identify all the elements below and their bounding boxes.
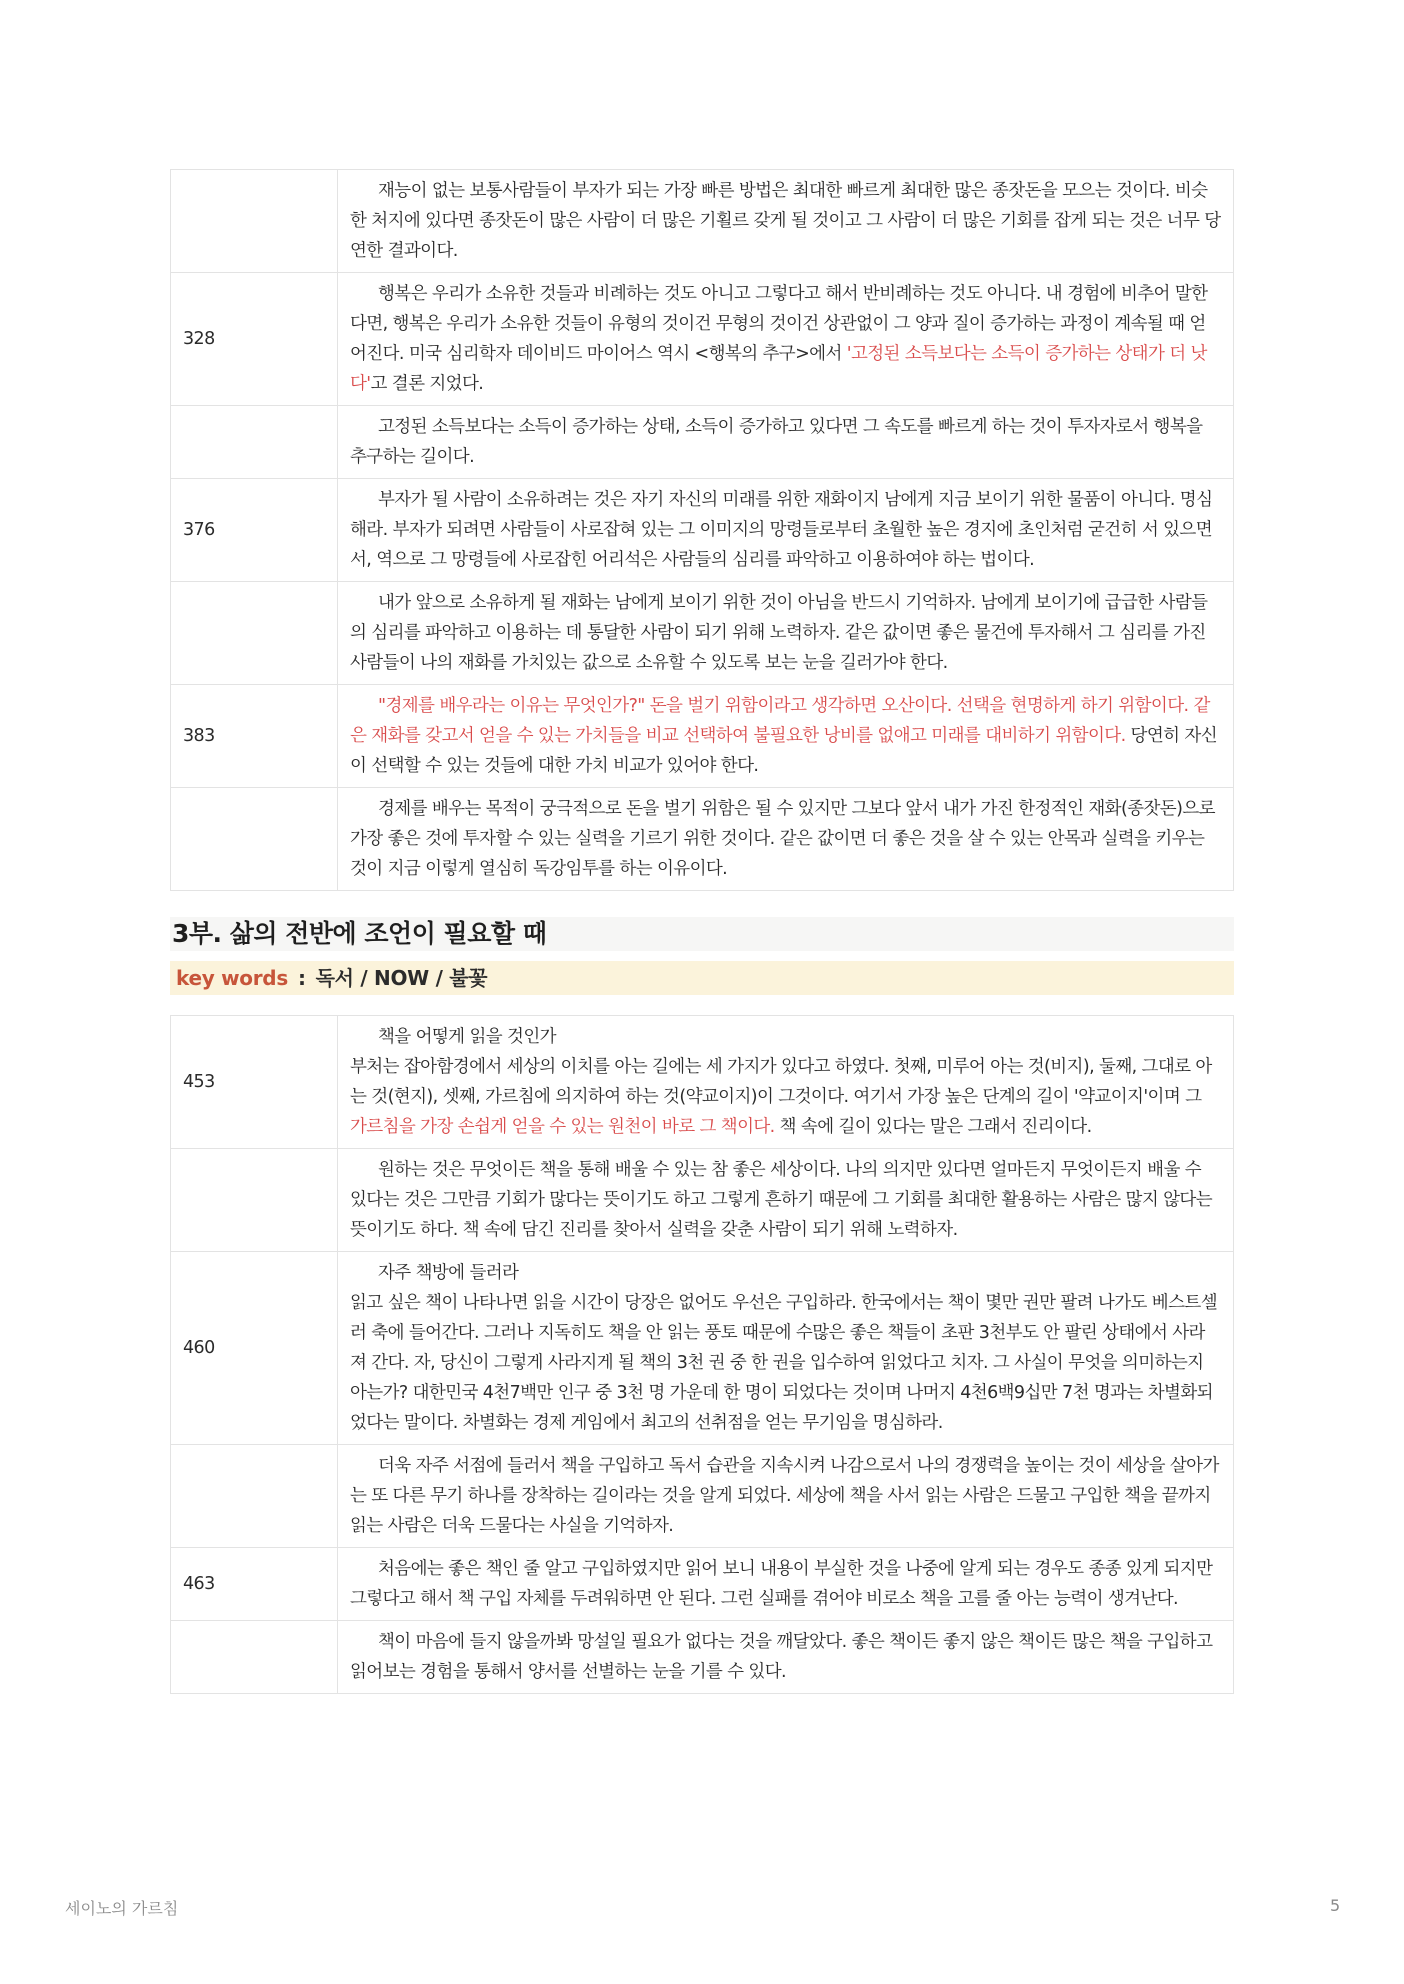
page-ref-cell bbox=[171, 582, 338, 685]
page-ref-cell bbox=[171, 1445, 338, 1548]
paragraph bbox=[350, 279, 1221, 399]
text-segment: 행복은 우리가 소유한 것들과 비례하는 것도 아니고 그렇다고 해서 반비례하는 것도 아니다. 내 경험에 비추어 말한다면, 행복은 우리가 소유한 것들이 유형의 것이건 무형의 것이건 상관없이 그 양과 질이 증가하는 과정이 계속될 때 얻어진다. 미국 심리학자 데이비드 마이어스 역시 <행복의 추구>에서 bbox=[350, 284, 1208, 364]
page-ref-cell: 383 bbox=[171, 685, 338, 788]
note-text-cell bbox=[338, 1016, 1234, 1149]
text-segment: 자주 책방에 들러라 bbox=[378, 1263, 519, 1283]
paragraph bbox=[350, 1258, 1221, 1288]
page-content bbox=[170, 169, 1234, 1694]
note-text-cell bbox=[338, 788, 1234, 891]
table-row bbox=[171, 685, 1234, 788]
note-text-cell bbox=[338, 685, 1234, 788]
paragraph bbox=[350, 1052, 1221, 1112]
page-ref-cell: 453 bbox=[171, 1016, 338, 1149]
table-row bbox=[171, 273, 1234, 406]
table-row bbox=[171, 406, 1234, 479]
paragraph bbox=[350, 588, 1221, 678]
text-segment: 책 속에 길이 있다는 말은 그래서 진리이다. bbox=[774, 1117, 1092, 1137]
text-segment: 부자가 될 사람이 소유하려는 것은 자기 자신의 미래를 위한 재화이지 남에게 지금 보이기 위한 물품이 아니다. 명심해라. 부자가 되려면 사람들이 사로잡혀 있는 그 이미지의 망령들로부터 초월한 높은 경지에 초인처럼 굳건히 서 있으면서, 역으로 그 망령들에 사로잡힌 어리석은 사람들의 심리를 파악하고 이용하여야 하는 법이다. bbox=[350, 490, 1213, 570]
paragraph bbox=[350, 691, 1221, 781]
paragraph bbox=[350, 794, 1221, 884]
paragraph bbox=[350, 1627, 1221, 1687]
paragraph bbox=[350, 485, 1221, 575]
page-ref-cell bbox=[171, 788, 338, 891]
notes-table-top bbox=[170, 169, 1234, 891]
text-segment: 내가 앞으로 소유하게 될 재화는 남에게 보이기 위한 것이 아님을 반드시 기억하자. 남에게 보이기에 급급한 사람들의 심리를 파악하고 이용하는 데 통달한 사람이 되기 위해 노력하자. 같은 값이면 좋은 물건에 투자해서 그 심리를 가진 사람들이 나의 재화를 가치있는 값으로 소유할 수 있도록 보는 눈을 길러가야 한다. bbox=[350, 593, 1208, 673]
keywords-list: 독서 / NOW / 불꽃 bbox=[315, 966, 488, 990]
table-row bbox=[171, 1149, 1234, 1252]
note-text-cell bbox=[338, 273, 1234, 406]
keywords-label: key words bbox=[176, 966, 288, 990]
note-text-cell bbox=[338, 170, 1234, 273]
paragraph bbox=[350, 1112, 1221, 1142]
page-ref-cell bbox=[171, 170, 338, 273]
paragraph bbox=[350, 1451, 1221, 1541]
table-row bbox=[171, 1016, 1234, 1149]
note-text-cell bbox=[338, 1621, 1234, 1694]
page-ref-cell: 328 bbox=[171, 273, 338, 406]
page-ref-cell bbox=[171, 1149, 338, 1252]
text-segment: 당연히 자신이 선택할 수 있는 것들에 대한 가치 비교가 있어야 한다. bbox=[350, 726, 1218, 776]
note-text-cell bbox=[338, 1445, 1234, 1548]
text-segment: 경제를 배우는 목적이 궁극적으로 돈을 벌기 위함은 될 수 있지만 그보다 앞서 내가 가진 한정적인 재화(종잣돈)으로 가장 좋은 것에 투자할 수 있는 실력을 기르기 위한 것이다. 같은 값이면 더 좋은 것을 살 수 있는 안목과 실력을 키우는 것이 지금 이렇게 열심히 독강임투를 하는 이유이다. bbox=[350, 799, 1215, 879]
keywords-bar bbox=[170, 961, 1234, 995]
notes-table-bottom-body bbox=[171, 1016, 1234, 1694]
footer-page-number: 5 bbox=[1330, 1896, 1341, 1915]
table-row bbox=[171, 1445, 1234, 1548]
table-row bbox=[171, 479, 1234, 582]
note-text-cell bbox=[338, 582, 1234, 685]
table-row bbox=[171, 1548, 1234, 1621]
text-segment: 부처는 잡아함경에서 세상의 이치를 아는 길에는 세 가지가 있다고 하였다. 첫째, 미루어 아는 것(비지), 둘째, 그대로 아는 것(현지), 셋째, 가르침에 의지하여 하는 것(약교이지)이 그것이다. 여기서 가장 높은 단계의 길이 '약교이지'이며 그 bbox=[350, 1057, 1212, 1107]
keywords-separator: : bbox=[297, 966, 306, 990]
page-ref-cell: 463 bbox=[171, 1548, 338, 1621]
text-segment: 고정된 소득보다는 소득이 증가하는 상태, 소득이 증가하고 있다면 그 속도를 빠르게 하는 것이 투자자로서 행복을 추구하는 길이다. bbox=[350, 417, 1203, 467]
text-segment: 재능이 없는 보통사람들이 부자가 되는 가장 빠른 방법은 최대한 빠르게 최대한 많은 종잣돈을 모으는 것이다. 비슷한 처지에 있다면 종잣돈이 많은 사람이 더 많은 기횔르 갖게 될 것이고 그 사람이 더 많은 기회를 잡게 되는 것은 너무 당연한 결과이다. bbox=[350, 181, 1221, 261]
note-text-cell bbox=[338, 1252, 1234, 1445]
note-text-cell bbox=[338, 406, 1234, 479]
highlighted-quote: '고정된 소득보다는 소득이 증가하는 상태가 더 낫다' bbox=[350, 344, 1207, 394]
table-row bbox=[171, 170, 1234, 273]
paragraph bbox=[350, 1155, 1221, 1245]
paragraph bbox=[350, 1554, 1221, 1614]
text-segment: 원하는 것은 무엇이든 책을 통해 배울 수 있는 참 좋은 세상이다. 나의 의지만 있다면 얼마든지 무엇이든지 배울 수 있다는 것은 그만큼 기회가 많다는 뜻이기도 하고 그렇게 흔하기 때문에 그 기회를 최대한 활용하는 사람은 많지 않다는 뜻이기도 하다. 책 속에 담긴 진리를 찾아서 실력을 갖춘 사람이 되기 위해 노력하자. bbox=[350, 1160, 1213, 1240]
text-segment: 책을 어떻게 읽을 것인가 bbox=[378, 1027, 556, 1047]
text-segment: 고 결론 지었다. bbox=[370, 374, 484, 394]
text-segment: 처음에는 좋은 책인 줄 알고 구입하였지만 읽어 보니 내용이 부실한 것을 나중에 알게 되는 경우도 종종 있게 되지만 그렇다고 해서 책 구입 자체를 두려워하면 안 된다. 그런 실패를 겪어야 비로소 책을 고를 줄 아는 능력이 생겨난다. bbox=[350, 1559, 1213, 1609]
highlighted-quote: 가르침을 가장 손쉽게 얻을 수 있는 원천이 바로 그 책이다. bbox=[350, 1117, 775, 1137]
note-text-cell bbox=[338, 1548, 1234, 1621]
footer-book-title: 세이노의 가르침 bbox=[65, 1899, 179, 1918]
table-row bbox=[171, 788, 1234, 891]
page-ref-cell bbox=[171, 406, 338, 479]
notes-table-bottom bbox=[170, 1015, 1234, 1694]
text-segment: 읽고 싶은 책이 나타나면 읽을 시간이 당장은 없어도 우선은 구입하라. 한국에서는 책이 몇만 권만 팔려 나가도 베스트셀러 축에 들어간다. 그러나 지독히도 책을 안 읽는 풍토 때문에 수많은 좋은 책들이 초판 3천부도 안 팔린 상태에서 사라져 간다. 자, 당신이 그렇게 사라지게 될 책의 3천 권 중 한 권을 입수하여 읽었다고 치자. 그 사실이 무엇을 의미하는지 아는가? 대한민국 4천7백만 인구 중 3천 명 가운데 한 명이 되었다는 것이며 나머지 4천6백9십만 7천 명과는 차별화되었다는 말이다. 차별화는 경제 게임에서 최고의 선취점을 얻는 무기임을 명심하라. bbox=[350, 1293, 1218, 1433]
page-ref-cell bbox=[171, 1621, 338, 1694]
page-ref-cell: 460 bbox=[171, 1252, 338, 1445]
paragraph bbox=[350, 176, 1221, 266]
highlighted-quote: "경제를 배우라는 이유는 무엇인가?" 돈을 벌기 위함이라고 생각하면 오산이다. 선택을 현명하게 하기 위함이다. 같은 재화를 갖고서 얻을 수 있는 가치들을 비교 선택하여 불필요한 낭비를 없애고 미래를 대비하기 위함이다. bbox=[350, 696, 1210, 746]
paragraph bbox=[350, 1022, 1221, 1052]
table-row bbox=[171, 582, 1234, 685]
table-row bbox=[171, 1621, 1234, 1694]
section-heading: 3부. 삶의 전반에 조언이 필요할 때 bbox=[170, 917, 1234, 951]
paragraph bbox=[350, 1288, 1221, 1438]
page-ref-cell: 376 bbox=[171, 479, 338, 582]
note-text-cell bbox=[338, 1149, 1234, 1252]
text-segment: 더욱 자주 서점에 들러서 책을 구입하고 독서 습관을 지속시켜 나감으로서 나의 경쟁력을 높이는 것이 세상을 살아가는 또 다른 무기 하나를 장착하는 길이라는 것을 알게 되었다. 세상에 책을 사서 읽는 사람은 드물고 구입한 책을 끝까지 읽는 사람은 더욱 드물다는 사실을 기억하자. bbox=[350, 1456, 1219, 1536]
paragraph bbox=[350, 412, 1221, 472]
text-segment: 책이 마음에 들지 않을까봐 망설일 필요가 없다는 것을 깨달았다. 좋은 책이든 좋지 않은 책이든 많은 책을 구입하고 읽어보는 경험을 통해서 양서를 선별하는 눈을 기를 수 있다. bbox=[350, 1632, 1213, 1682]
table-row bbox=[171, 1252, 1234, 1445]
note-text-cell bbox=[338, 479, 1234, 582]
notes-table-top-body bbox=[171, 170, 1234, 891]
